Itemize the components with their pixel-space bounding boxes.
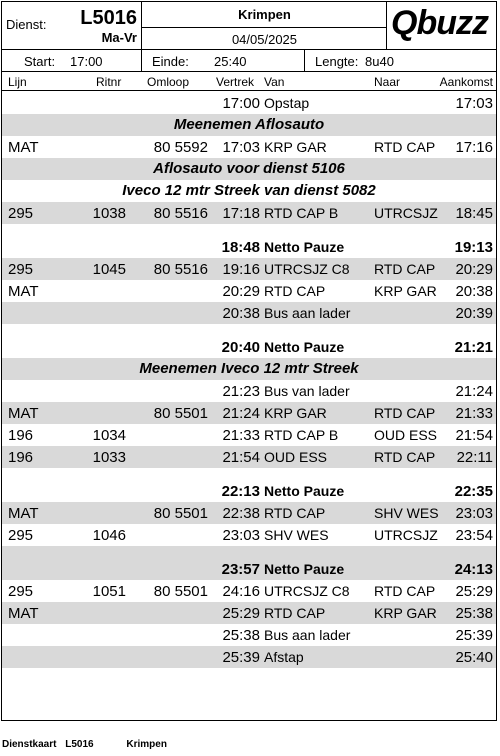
column-header-row xyxy=(2,74,496,91)
aankomst-cell: 17:16 xyxy=(455,139,493,156)
lijn-cell: MAT xyxy=(8,405,39,422)
footer-code: L5016 xyxy=(65,739,94,750)
trip-row xyxy=(2,424,496,446)
trip-row xyxy=(2,502,496,524)
omloop-cell: 80 5516 xyxy=(153,205,208,222)
start-label: Start: xyxy=(24,54,56,69)
qbuzz-logo: Qbuzz xyxy=(391,4,488,42)
naar-cell: RTD CAP xyxy=(374,139,436,155)
trip-row xyxy=(2,302,496,324)
date-box xyxy=(142,28,387,50)
aankomst-cell: 20:39 xyxy=(455,305,493,322)
dienst-box xyxy=(2,2,142,50)
lengte-label: Lengte: xyxy=(315,54,359,69)
ritnr-cell: 1033 xyxy=(92,449,126,466)
aankomst-cell: 25:29 xyxy=(455,583,493,600)
trip-row xyxy=(2,446,496,468)
trip-row xyxy=(2,136,496,158)
aankomst-cell: 25:38 xyxy=(455,605,493,622)
col-vertrek: Vertrek xyxy=(216,75,255,89)
pause-end: 22:35 xyxy=(454,483,493,500)
van-cell: Bus aan lader xyxy=(264,305,351,321)
section-row xyxy=(2,358,496,380)
naar-cell: RTD CAP xyxy=(374,405,436,421)
col-naar: Naar xyxy=(374,75,401,89)
van-cell: RTD CAP xyxy=(264,605,326,621)
lijn-cell: 295 xyxy=(8,261,34,278)
aankomst-cell: 20:38 xyxy=(455,283,493,300)
van-cell: RTD CAP B xyxy=(264,205,339,221)
trip-row xyxy=(2,524,496,546)
omloop-cell: 80 5501 xyxy=(153,583,208,600)
section-title: Meenemen Aflosauto xyxy=(173,116,325,133)
footer-label: Dienstkaart xyxy=(2,739,57,750)
van-cell: Afstap xyxy=(264,649,304,665)
van-cell: Bus van lader xyxy=(264,383,350,399)
section-row xyxy=(2,180,496,202)
vertrek-cell: 25:38 xyxy=(222,627,260,644)
aankomst-cell: 23:54 xyxy=(455,527,493,544)
dienst-code: L5016 xyxy=(80,7,137,29)
naar-cell: OUD ESS xyxy=(374,427,438,443)
trip-row xyxy=(2,580,496,602)
location-box xyxy=(142,2,387,28)
trip-row xyxy=(2,202,496,224)
dienst-days: Ma-Vr xyxy=(101,30,137,45)
lengte-value: 8u40 xyxy=(365,54,394,69)
naar-cell: KRP GAR xyxy=(374,283,437,299)
vertrek-cell: 24:16 xyxy=(222,583,260,600)
pause-start: 20:40 xyxy=(221,339,260,356)
pause-end: 24:13 xyxy=(454,561,493,578)
omloop-cell: 80 5501 xyxy=(153,505,208,522)
aankomst-cell: 21:33 xyxy=(455,405,493,422)
section-title: Aflosauto voor dienst 5106 xyxy=(153,160,345,177)
pause-row xyxy=(2,480,496,502)
vertrek-cell: 19:16 xyxy=(222,261,260,278)
section-title: Iveco 12 mtr Streek van dienst 5082 xyxy=(122,182,376,199)
dienst-label: Dienst: xyxy=(6,17,47,32)
pause-start: 23:57 xyxy=(221,561,260,578)
aankomst-cell: 25:39 xyxy=(455,627,493,644)
spacer-row xyxy=(2,468,496,480)
naar-cell: SHV WES xyxy=(374,505,439,521)
ritnr-cell: 1038 xyxy=(92,205,126,222)
trip-row xyxy=(2,602,496,624)
vertrek-cell: 17:00 xyxy=(222,95,260,112)
section-row xyxy=(2,158,496,180)
aankomst-cell: 21:54 xyxy=(455,427,493,444)
service-card xyxy=(1,1,497,721)
omloop-cell: 80 5501 xyxy=(153,405,208,422)
aankomst-cell: 20:29 xyxy=(455,261,493,278)
trip-row xyxy=(2,258,496,280)
vertrek-cell: 17:18 xyxy=(222,205,260,222)
pause-row xyxy=(2,558,496,580)
spacer-row xyxy=(2,324,496,336)
naar-cell: RTD CAP xyxy=(374,261,436,277)
date: 04/05/2025 xyxy=(231,32,298,47)
van-cell: KRP GAR xyxy=(264,139,327,155)
einde-value: 25:40 xyxy=(214,54,247,69)
footer xyxy=(2,739,167,750)
lijn-cell: MAT xyxy=(8,283,39,300)
vertrek-cell: 20:29 xyxy=(222,283,260,300)
vertrek-cell: 20:38 xyxy=(222,305,260,322)
van-cell: Opstap xyxy=(264,95,310,111)
van-cell: RTD CAP xyxy=(264,505,326,521)
lijn-cell: MAT xyxy=(8,605,39,622)
section-row xyxy=(2,114,496,136)
pause-row xyxy=(2,236,496,258)
vertrek-cell: 21:24 xyxy=(222,405,260,422)
ritnr-cell: 1034 xyxy=(92,427,126,444)
aankomst-cell: 23:03 xyxy=(455,505,493,522)
naar-cell: KRP GAR xyxy=(374,605,437,621)
trip-row xyxy=(2,624,496,646)
einde-label: Einde: xyxy=(152,54,189,69)
vertrek-cell: 23:03 xyxy=(222,527,260,544)
pause-label: Netto Pauze xyxy=(264,339,345,355)
aankomst-cell: 17:03 xyxy=(455,95,493,112)
vertrek-cell: 21:54 xyxy=(222,449,260,466)
pause-end: 21:21 xyxy=(454,339,493,356)
einde-box xyxy=(142,50,305,72)
lijn-cell: 295 xyxy=(8,583,34,600)
naar-cell: RTD CAP xyxy=(374,583,436,599)
start-value: 17:00 xyxy=(70,54,103,69)
start-box xyxy=(2,50,142,72)
lijn-cell: MAT xyxy=(8,505,39,522)
van-cell: Bus aan lader xyxy=(264,627,351,643)
lengte-box xyxy=(305,50,496,72)
van-cell: OUD ESS xyxy=(264,449,328,465)
spacer-row xyxy=(2,546,496,558)
pause-label: Netto Pauze xyxy=(264,239,345,255)
naar-cell: RTD CAP xyxy=(374,449,436,465)
ritnr-cell: 1046 xyxy=(92,527,126,544)
col-ritnr: Ritnr xyxy=(96,75,122,89)
spacer-row xyxy=(2,224,496,236)
location: Krimpen xyxy=(238,7,291,22)
pause-label: Netto Pauze xyxy=(264,483,345,499)
footer-location: Krimpen xyxy=(126,739,167,750)
trip-row xyxy=(2,380,496,402)
col-omloop: Omloop xyxy=(147,75,190,89)
trip-row xyxy=(2,280,496,302)
trip-row xyxy=(2,402,496,424)
vertrek-cell: 21:23 xyxy=(222,383,260,400)
schedule-rows xyxy=(2,92,496,668)
aankomst-cell: 21:24 xyxy=(455,383,493,400)
lijn-cell: 295 xyxy=(8,205,34,222)
omloop-cell: 80 5592 xyxy=(153,139,208,156)
pause-start: 22:13 xyxy=(221,483,260,500)
pause-end: 19:13 xyxy=(454,239,493,256)
logo-box xyxy=(387,2,496,50)
van-cell: SHV WES xyxy=(264,527,329,543)
lijn-cell: 196 xyxy=(8,449,34,466)
aankomst-cell: 22:11 xyxy=(456,449,493,466)
naar-cell: UTRCSJZ xyxy=(374,205,438,221)
lijn-cell: 295 xyxy=(8,527,34,544)
vertrek-cell: 21:33 xyxy=(222,427,260,444)
lijn-cell: 196 xyxy=(8,427,34,444)
col-lijn: Lijn xyxy=(8,75,27,89)
van-cell: UTRCSJZ C8 xyxy=(264,261,350,277)
omloop-cell: 80 5516 xyxy=(153,261,208,278)
van-cell: KRP GAR xyxy=(264,405,327,421)
vertrek-cell: 17:03 xyxy=(222,139,260,156)
pause-row xyxy=(2,336,496,358)
aankomst-cell: 18:45 xyxy=(455,205,493,222)
naar-cell: UTRCSJZ xyxy=(374,527,438,543)
pause-start: 18:48 xyxy=(221,239,260,256)
ritnr-cell: 1051 xyxy=(92,583,126,600)
pause-label: Netto Pauze xyxy=(264,561,345,577)
van-cell: UTRCSJZ C8 xyxy=(264,583,350,599)
vertrek-cell: 22:38 xyxy=(222,505,260,522)
ritnr-cell: 1045 xyxy=(92,261,126,278)
van-cell: RTD CAP xyxy=(264,283,326,299)
lijn-cell: MAT xyxy=(8,139,39,156)
vertrek-cell: 25:29 xyxy=(222,605,260,622)
col-aankomst: Aankomst xyxy=(439,75,493,89)
aankomst-cell: 25:40 xyxy=(455,649,493,666)
trip-row xyxy=(2,92,496,114)
vertrek-cell: 25:39 xyxy=(222,649,260,666)
trip-row xyxy=(2,646,496,668)
col-van: Van xyxy=(264,75,285,89)
van-cell: RTD CAP B xyxy=(264,427,339,443)
section-title: Meenemen Iveco 12 mtr Streek xyxy=(139,360,359,377)
